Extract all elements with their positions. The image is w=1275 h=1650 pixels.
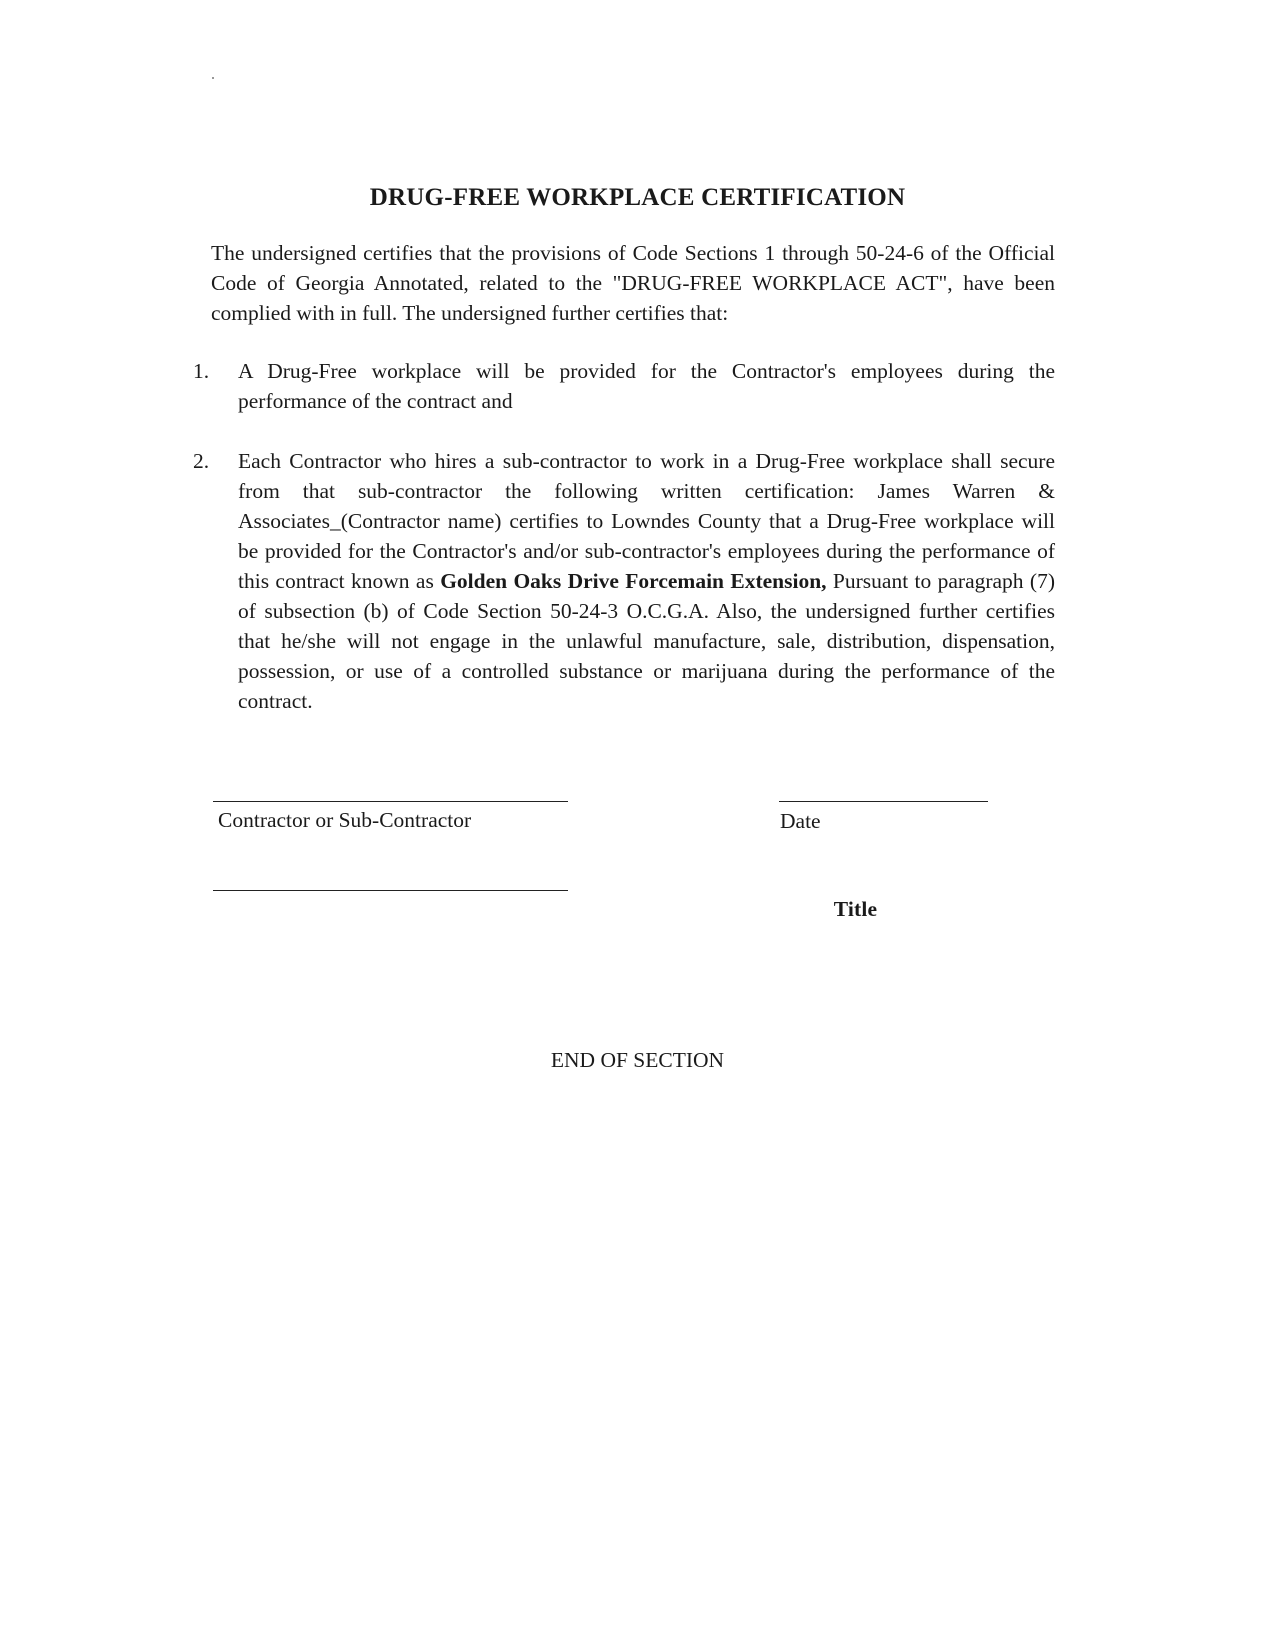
list-item [193,446,1055,716]
list-item-text [238,446,1055,716]
contractor-label: Contractor or Sub-Contractor [218,808,472,832]
list-item [193,356,1055,416]
date-label: Date [780,809,821,833]
title-label: Title [833,897,878,921]
list-item-text-after: Pursuant to paragraph (7) of subsection (b) of Code Section 50-24-3 O.C.G.A. Also, the undersigned further certifies that he/she will not engage in the unlawful manufacture, sale, distribution, dispensation, possession, or use of a controlled substance or marijuana during the performance of the contract. [238,569,1055,713]
list-item-text-before: Each Contractor who hires a sub-contractor to work in a Drug-Free workplace shall secure from that sub-contractor the following written certification: James Warren & Associates_(Contractor name) certifies to Lowndes County that a Drug-Free workplace will be provided for the Contractor's and/or sub-contractor's employees during the performance of this contract known as [238,449,1055,593]
title-signature-line[interactable] [213,890,568,891]
contractor-signature-line[interactable] [213,801,568,802]
project-name: Golden Oaks Drive Forcemain Extension, [440,569,827,593]
list-item-text: A Drug-Free workplace will be provided for the Contractor's employees during the performance of the contract and [238,359,1055,413]
scan-speck [212,77,214,79]
document-title: DRUG-FREE WORKPLACE CERTIFICATION [369,184,906,211]
end-of-section: END OF SECTION [550,1048,725,1072]
date-signature-line[interactable] [779,801,988,802]
list-item-number: 1. [193,359,210,383]
list-item-number: 2. [193,449,210,473]
intro-paragraph: The undersigned certifies that the provisions of Code Sections 1 through 50-24-6 of the Official Code of Georgia Annotated, related to the "DRUG-FREE WORKPLACE ACT", have been complied with in full. The undersigned further certifies that: [211,241,1055,325]
